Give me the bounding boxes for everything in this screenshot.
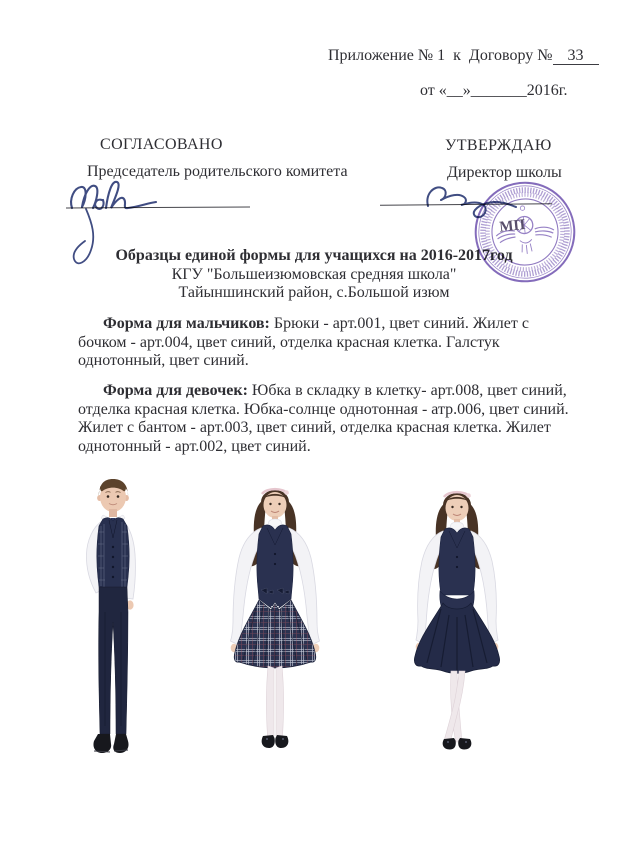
document-title-line2: КГУ "Большеизюмовская средняя школа" (171, 265, 457, 283)
girl-plain-skirt-photo (395, 487, 519, 755)
boys-uniform-text: Брюки - арт.001, цвет синий. Жилет с бочком - арт.004, цвет синий, отделка красная клетка. Галстук однотонный, цвет синий. (78, 315, 529, 370)
appendix-header-text: Приложение № 1 к Договору № (328, 47, 553, 64)
stamp-mp-label: МП (498, 216, 527, 236)
girl-plaid-skirt-photo (213, 484, 337, 754)
approved-role: Директор школы (447, 164, 562, 181)
document-title-line1: Образцы единой формы для учащихся на 2016-2017год (115, 247, 513, 264)
document-title-line3: Тайыншинский район, с.Большой изюм (178, 284, 450, 302)
boys-uniform-label: Форма для мальчиков: (103, 315, 270, 332)
agreed-title: СОГЛАСОВАНО (100, 136, 223, 153)
girls-uniform-label: Форма для девочек: (103, 382, 248, 399)
boy-uniform-photo (72, 470, 156, 762)
appendix-header-line (328, 47, 599, 66)
girls-uniform-paragraph (78, 382, 582, 456)
official-stamp (469, 176, 581, 288)
approved-title: УТВЕРЖДАЮ (445, 137, 552, 154)
girls-uniform-text: Юбка в складку в клетку- арт.008, цвет синий, отделка красная клетка. Юбка-солнце однотонная - атр.006, цвет синий. Жилет с бантом - арт.003, цвет синий, отделка красная клетка. Жилет однотонный - арт.002, цвет синий. (78, 382, 569, 455)
date-line: от «__»_______2016г. (420, 82, 568, 99)
boys-uniform-paragraph (78, 315, 578, 371)
contract-number: 33 (553, 48, 599, 65)
agreed-role: Председатель родительского комитета (87, 163, 348, 180)
